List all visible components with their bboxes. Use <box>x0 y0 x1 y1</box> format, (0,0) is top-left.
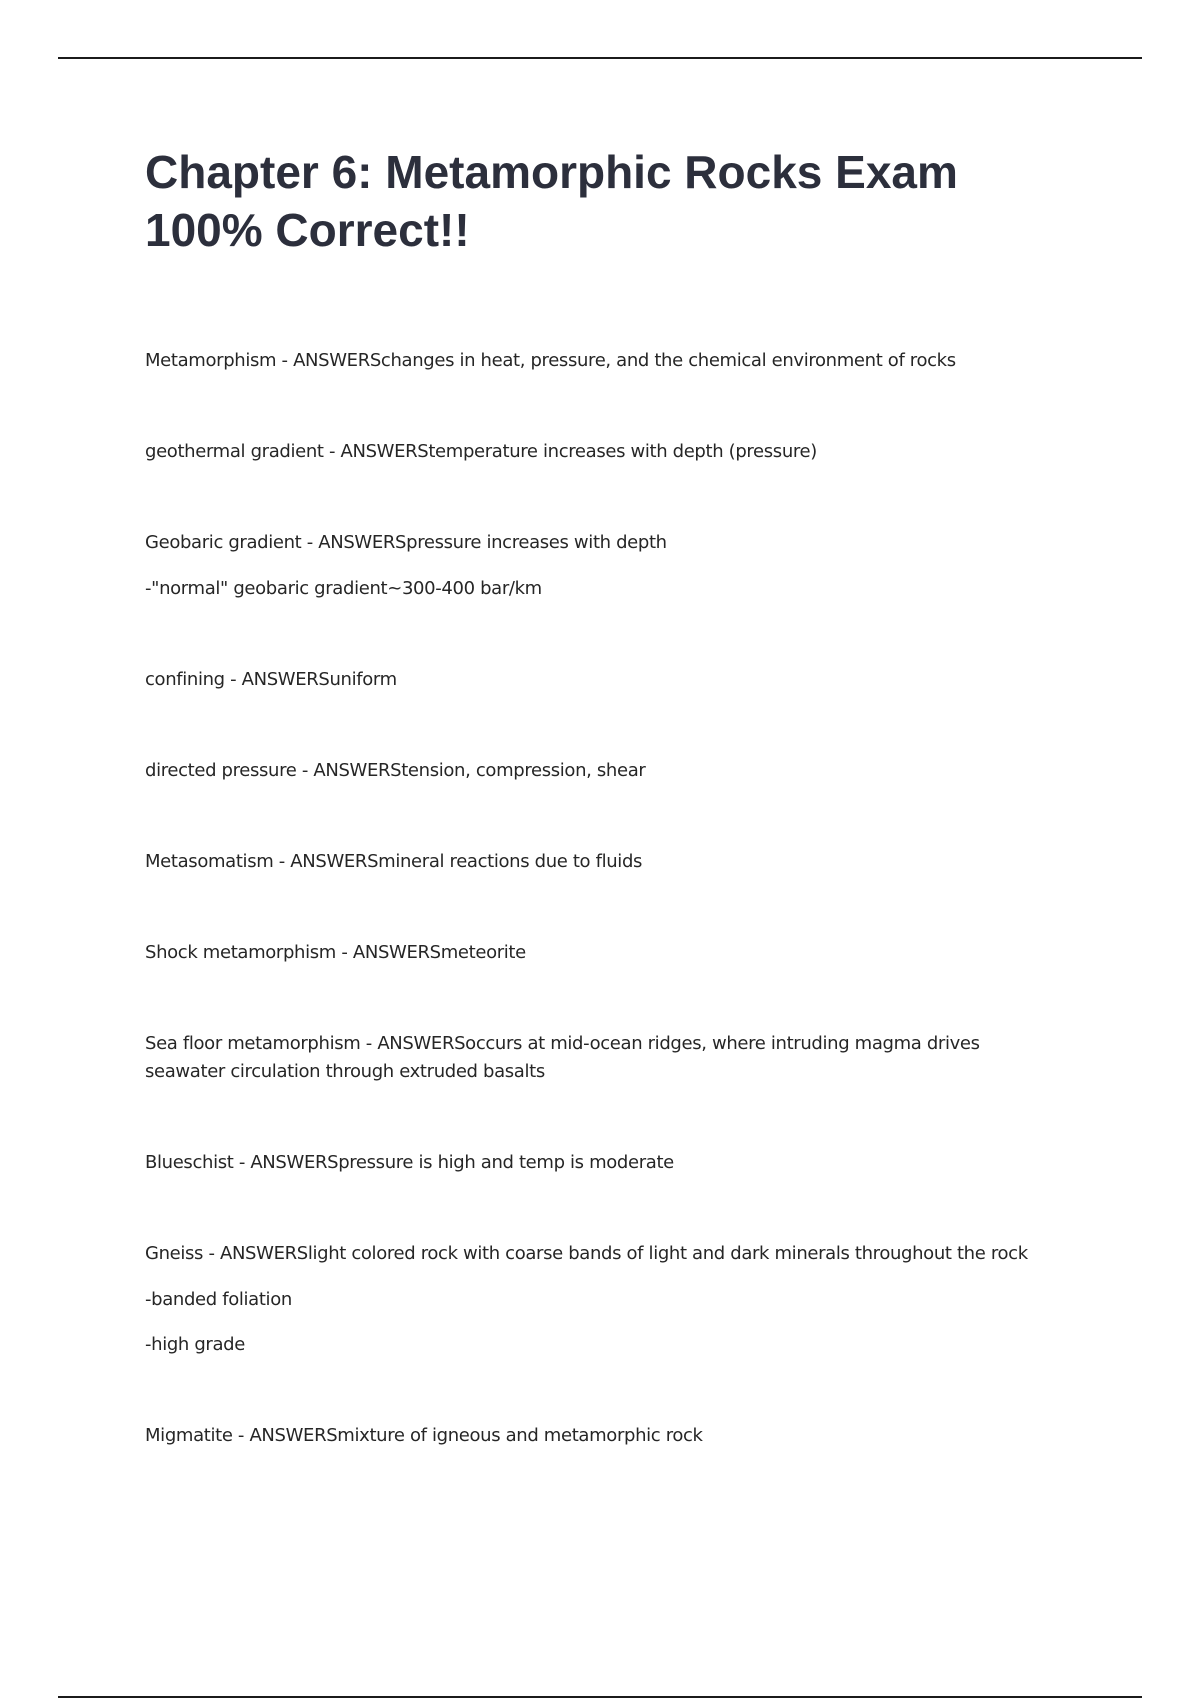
qa-entry-gneiss-banded <box>145 1286 1075 1314</box>
entry-line: -high grade <box>145 1334 245 1355</box>
qa-entry-directed-pressure <box>145 757 1075 785</box>
entry-line: seawater circulation through extruded basalts <box>145 1061 545 1082</box>
qa-entry-migmatite <box>145 1422 1075 1450</box>
qa-entry-confining <box>145 666 1075 694</box>
qa-entry-shock-metamorphism <box>145 939 1075 967</box>
entry-line: Gneiss - ANSWERSlight colored rock with coarse bands of light and dark minerals throughout the rock <box>145 1243 1028 1264</box>
entry-line: Shock metamorphism - ANSWERSmeteorite <box>145 942 526 963</box>
entry-line: -"normal" geobaric gradient~300-400 bar/km <box>145 578 542 599</box>
qa-entry-geobaric-gradient <box>145 529 1075 557</box>
entry-line: Metamorphism - ANSWERSchanges in heat, pressure, and the chemical environment of rocks <box>145 350 956 371</box>
document-title: Chapter 6: Metamorphic Rocks Exam 100% Correct!! <box>145 146 958 256</box>
qa-entry-geothermal-gradient <box>145 438 1075 466</box>
qa-entry-blueschist <box>145 1149 1075 1177</box>
entry-line: Sea floor metamorphism - ANSWERSoccurs at mid-ocean ridges, where intruding magma drives <box>145 1033 980 1054</box>
entry-line: -banded foliation <box>145 1289 292 1310</box>
qa-entry-metasomatism <box>145 848 1075 876</box>
header-rule <box>58 57 1142 59</box>
qa-entry-gneiss <box>145 1240 1075 1268</box>
entry-line: Metasomatism - ANSWERSmineral reactions due to fluids <box>145 851 643 872</box>
entry-line: Geobaric gradient - ANSWERSpressure increases with depth <box>145 532 667 553</box>
entry-line: directed pressure - ANSWERStension, compression, shear <box>145 760 646 781</box>
entry-line: Migmatite - ANSWERSmixture of igneous and metamorphic rock <box>145 1425 703 1446</box>
qa-entry-metamorphism <box>145 347 1075 375</box>
qa-entry-sea-floor-metamorphism <box>145 1030 1075 1086</box>
entry-line: confining - ANSWERSuniform <box>145 669 397 690</box>
qa-entry-gneiss-grade <box>145 1331 1075 1359</box>
entry-line: Blueschist - ANSWERSpressure is high and temp is moderate <box>145 1152 674 1173</box>
qa-entry-normal-geobaric-note <box>145 575 1075 603</box>
entry-line: geothermal gradient - ANSWERStemperature increases with depth (pressure) <box>145 441 817 462</box>
footer-rule <box>58 1696 1142 1698</box>
